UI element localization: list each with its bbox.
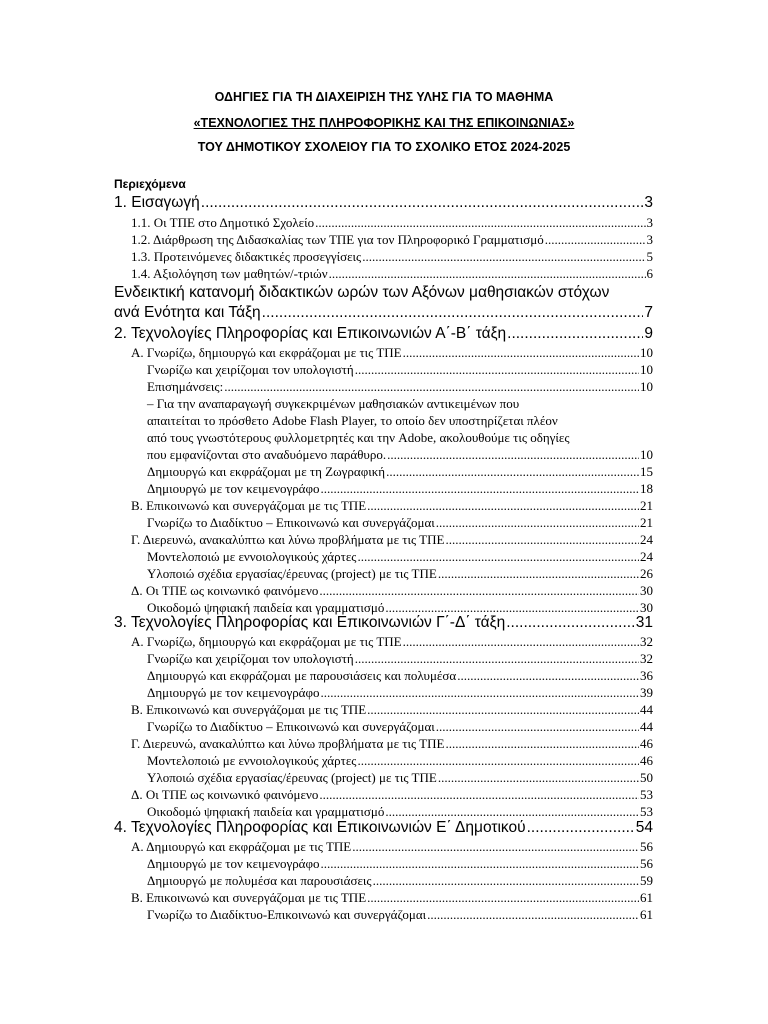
- toc-leader-dots: [224, 378, 639, 396]
- toc-entry-page: 10: [640, 447, 653, 462]
- toc-entry-text: Δ. Οι ΤΠΕ ως κοινωνικό φαινόμενο: [131, 583, 319, 598]
- toc-entry[interactable]: [131, 582, 653, 600]
- toc-entry-page: 24: [640, 549, 653, 564]
- doc-title-line-2: «ΤΕΧΝΟΛΟΓΙΕΣ ΤΗΣ ΠΛΗΡΟΦΟΡΙΚΗΣ ΚΑΙ ΤΗΣ ΕΠΙΚΟΙΝΩΝΙΑΣ»: [193, 116, 575, 130]
- toc-entry-text[interactable]: – Για την αναπαραγωγή συγκεκριμένων μαθησιακών αντικειμένων που: [147, 396, 520, 411]
- toc-entry-page: 3: [646, 232, 653, 247]
- toc-entry-text: Γνωρίζω το Διαδίκτυο – Επικοινωνώ και συνεργάζομαι: [147, 719, 435, 734]
- toc-entry-page: 53: [640, 787, 653, 802]
- toc-entry-page: 61: [640, 907, 653, 922]
- toc-entry[interactable]: [147, 769, 653, 787]
- toc-entry[interactable]: [147, 684, 653, 702]
- toc-entry[interactable]: [147, 667, 653, 685]
- toc-entry-page: 39: [640, 685, 653, 700]
- toc-leader-dots: [321, 684, 640, 702]
- toc-entry[interactable]: [131, 231, 653, 249]
- toc-leader-dots: [367, 701, 639, 719]
- toc-entry[interactable]: [114, 303, 653, 323]
- toc-leader-dots: [319, 582, 639, 600]
- toc-entry[interactable]: [114, 613, 653, 633]
- toc-entry-page: 10: [640, 362, 653, 377]
- toc-entry-text[interactable]: απαιτείται το πρόσθετο Adobe Flash Player, το οποίο δεν υποστηρίζεται πλέον: [147, 413, 558, 428]
- toc-entry-text[interactable]: Ενδεικτική κατανομή διδακτικών ωρών των Αξόνων μαθησιακών στόχων: [114, 284, 610, 301]
- toc-leader-dots: [427, 906, 639, 924]
- toc-entry-text: Γ. Διερευνώ, ανακαλύπτω και λύνω προβλήματα με τις ΤΠΕ: [131, 532, 445, 547]
- toc-leader-dots: [355, 650, 639, 668]
- toc-leader-dots: [527, 818, 635, 838]
- toc-entry-text: 1. Εισαγωγή: [114, 194, 200, 211]
- toc-entry-text: Γνωρίζω το Διαδίκτυο – Επικοινωνώ και συνεργάζομαι: [147, 515, 435, 530]
- toc-entry[interactable]: [147, 650, 653, 668]
- toc-entry-page: 3: [644, 194, 653, 211]
- toc-entry-page: 10: [640, 379, 653, 394]
- toc-entry[interactable]: [131, 633, 653, 651]
- toc-leader-dots: [321, 480, 640, 498]
- toc-entry-text: Γνωρίζω και χειρίζομαι τον υπολογιστή: [147, 362, 354, 377]
- toc-entry-text: Β. Επικοινωνώ και συνεργάζομαι με τις ΤΠΕ: [131, 702, 367, 717]
- toc-entry-page: 6: [646, 266, 653, 281]
- toc-leader-dots: [445, 735, 639, 753]
- toc-entry-page: 5: [646, 249, 653, 264]
- toc-entry-text: Οικοδομώ ψηφιακή παιδεία και γραμματισμό: [147, 600, 385, 615]
- toc-entry[interactable]: [147, 463, 653, 481]
- toc-entry-text: 1.2. Διάρθρωση της Διδασκαλίας των ΤΠΕ για τον Πληροφορικό Γραμματισμό: [131, 232, 544, 247]
- toc-entry[interactable]: [147, 855, 653, 873]
- toc-entry-page: 7: [644, 304, 653, 321]
- toc-leader-dots: [436, 514, 639, 532]
- toc-entry-page: 32: [640, 651, 653, 666]
- toc-entry-text: 1.4. Αξιολόγηση των μαθητών/-τριών: [131, 266, 328, 281]
- toc-entry-text: Α. Γνωρίζω, δημιουργώ και εκφράζομαι με τις ΤΠΕ: [131, 345, 402, 360]
- toc-leader-dots: [403, 633, 639, 651]
- toc-entry[interactable]: [147, 565, 653, 583]
- toc-entry-page: 53: [640, 804, 653, 819]
- toc-entry-text: Δημιουργώ με πολυμέσα και παρουσιάσεις: [147, 873, 372, 888]
- toc-entry-text: 3. Τεχνολογίες Πληροφορίας και Επικοινωνιών Γ΄-Δ΄ τάξη: [114, 614, 506, 631]
- toc-entry-text: Δημιουργώ με τον κειμενογράφο: [147, 685, 320, 700]
- toc-entry[interactable]: [114, 193, 653, 213]
- toc-entry-page: 30: [640, 600, 653, 615]
- toc-leader-dots: [436, 718, 639, 736]
- toc-entry-page: 36: [640, 668, 653, 683]
- toc-entry[interactable]: [147, 361, 653, 379]
- toc-entry[interactable]: [131, 701, 653, 719]
- toc-entry-page: 10: [640, 345, 653, 360]
- toc-leader-dots: [387, 446, 639, 464]
- toc-leader-dots: [262, 303, 644, 323]
- toc-entry-text: Υλοποιώ σχέδια εργασίας/έρευνας (project) με τις ΤΠΕ: [147, 770, 437, 785]
- toc-entry-page: 46: [640, 736, 653, 751]
- toc-entry[interactable]: [131, 265, 653, 283]
- toc-entry-text: Β. Επικοινωνώ και συνεργάζομαι με τις ΤΠΕ: [131, 498, 367, 513]
- toc-entry-page: 15: [640, 464, 653, 479]
- toc-entry-text: Δημιουργώ με τον κειμενογράφο: [147, 481, 320, 496]
- toc-entry-text: Δ. Οι ΤΠΕ ως κοινωνικό φαινόμενο: [131, 787, 319, 802]
- toc-entry[interactable]: [147, 906, 653, 924]
- toc-entry[interactable]: [131, 497, 653, 515]
- toc-entry[interactable]: [147, 752, 653, 770]
- toc-leader-dots: [329, 265, 646, 283]
- toc-entry-page: 3: [646, 215, 653, 230]
- toc-entry-page: 44: [640, 719, 653, 734]
- toc-entry[interactable]: [147, 378, 653, 396]
- toc-entry-text: 4. Τεχνολογίες Πληροφορίας και Επικοινωνιών Ε΄ Δημοτικού: [114, 819, 526, 836]
- toc-entry[interactable]: [131, 786, 653, 804]
- toc-entry-page: 9: [644, 325, 653, 342]
- toc-entry-page: 24: [640, 532, 653, 547]
- toc-entry-text: Β. Επικοινωνώ και συνεργάζομαι με τις ΤΠΕ: [131, 890, 367, 905]
- toc-leader-dots: [457, 667, 639, 685]
- toc-entry-page: 32: [640, 634, 653, 649]
- toc-entry[interactable]: [147, 514, 653, 532]
- toc-leader-dots: [438, 565, 639, 583]
- toc-leader-dots: [357, 548, 639, 566]
- toc-leader-dots: [357, 752, 639, 770]
- toc-entry-page: 50: [640, 770, 653, 785]
- toc-leader-dots: [386, 463, 639, 481]
- toc-entry-text: Υλοποιώ σχέδια εργασίας/έρευνας (project) με τις ΤΠΕ: [147, 566, 437, 581]
- toc-leader-dots: [545, 231, 646, 249]
- toc-entry-text: Α. Γνωρίζω, δημιουργώ και εκφράζομαι με τις ΤΠΕ: [131, 634, 402, 649]
- toc-entry-page: 61: [640, 890, 653, 905]
- toc-leader-dots: [373, 872, 639, 890]
- toc-entry-page: 46: [640, 753, 653, 768]
- toc-entry-page: 31: [635, 614, 653, 631]
- toc-leader-dots: [352, 838, 639, 856]
- toc-entry[interactable]: [114, 818, 653, 838]
- toc-leader-dots: [367, 889, 639, 907]
- toc-entry-text: Μοντελοποιώ με εννοιολογικούς χάρτες: [147, 753, 357, 768]
- toc-leader-dots: [507, 324, 643, 344]
- doc-title-line-3: ΤΟΥ ΔΗΜΟΤΙΚΟΥ ΣΧΟΛΕΙΟΥ ΓΙΑ ΤΟ ΣΧΟΛΙΚΟ ΕΤΟΣ 2024-2025: [197, 140, 571, 154]
- toc-entry-page: 59: [640, 873, 653, 888]
- toc-entry[interactable]: [147, 446, 653, 464]
- toc-leader-dots: [201, 193, 644, 213]
- toc-entry-page: 44: [640, 702, 653, 717]
- toc-leader-dots: [445, 531, 639, 549]
- toc-entry-text: που εμφανίζονται στο αναδυόμενο παράθυρο.: [147, 447, 387, 462]
- toc-entry-text: 1.3. Προτεινόμενες διδακτικές προσεγγίσεις: [131, 249, 362, 264]
- toc-entry-text: Δημιουργώ με τον κειμενογράφο: [147, 856, 320, 871]
- toc-entry[interactable]: [131, 735, 653, 753]
- toc-entry-text: 2. Τεχνολογίες Πληροφορίας και Επικοινωνιών Α΄-Β΄ τάξη: [114, 325, 507, 342]
- toc-entry[interactable]: [147, 872, 653, 890]
- toc-entry-text: Γ. Διερευνώ, ανακαλύπτω και λύνω προβλήματα με τις ΤΠΕ: [131, 736, 445, 751]
- toc-entry-page: 54: [635, 819, 653, 836]
- toc-entry[interactable]: [131, 838, 653, 856]
- toc-leader-dots: [362, 248, 645, 266]
- doc-title-line-1: ΟΔΗΓΙΕΣ ΓΙΑ ΤΗ ΔΙΑΧΕΙΡΙΣΗ ΤΗΣ ΥΛΗΣ ΓΙΑ ΤΟ ΜΑΘΗΜΑ: [214, 90, 554, 104]
- toc-heading: Περιεχόμενα: [114, 177, 186, 191]
- toc-entry-text: Μοντελοποιώ με εννοιολογικούς χάρτες: [147, 549, 357, 564]
- toc-entry[interactable]: [114, 324, 653, 344]
- toc-entry[interactable]: [131, 531, 653, 549]
- toc-entry[interactable]: [131, 344, 653, 362]
- toc-entry[interactable]: [131, 248, 653, 266]
- toc-leader-dots: [315, 214, 645, 232]
- toc-entry-page: 26: [640, 566, 653, 581]
- toc-leader-dots: [506, 613, 635, 633]
- toc-leader-dots: [438, 769, 639, 787]
- toc-entry[interactable]: [147, 548, 653, 566]
- toc-leader-dots: [355, 361, 639, 379]
- toc-entry-page: 30: [640, 583, 653, 598]
- toc-leader-dots: [321, 855, 640, 873]
- toc-leader-dots: [367, 497, 639, 515]
- toc-entry-text[interactable]: από τους γνωστότερους φυλλομετρητές και την Adobe, ακολουθούμε τις οδηγίες: [147, 430, 570, 445]
- toc-entry-page: 56: [640, 856, 653, 871]
- toc-entry-text: Γνωρίζω το Διαδίκτυο-Επικοινωνώ και συνεργάζομαι: [147, 907, 427, 922]
- toc-entry-text: Οικοδομώ ψηφιακή παιδεία και γραμματισμό: [147, 804, 385, 819]
- toc-entry-text: 1.1. Οι ΤΠΕ στο Δημοτικό Σχολείο: [131, 215, 315, 230]
- toc-entry-text: Δημιουργώ και εκφράζομαι με τη Ζωγραφική: [147, 464, 386, 479]
- toc-entry[interactable]: [131, 214, 653, 232]
- toc-leader-dots: [319, 786, 639, 804]
- toc-entry[interactable]: [131, 889, 653, 907]
- toc-entry-page: 21: [640, 498, 653, 513]
- toc-entry-text: Επισημάνσεις:: [147, 379, 224, 394]
- toc-entry[interactable]: [147, 718, 653, 736]
- toc-entry-text: ανά Ενότητα και Τάξη: [114, 304, 261, 321]
- toc-entry[interactable]: [147, 480, 653, 498]
- toc-entry-page: 18: [640, 481, 653, 496]
- toc-entry-page: 21: [640, 515, 653, 530]
- toc-entry-text: Δημιουργώ και εκφράζομαι με παρουσιάσεις και πολυμέσα: [147, 668, 457, 683]
- toc-entry-text: Γνωρίζω και χειρίζομαι τον υπολογιστή: [147, 651, 354, 666]
- toc-leader-dots: [403, 344, 639, 362]
- toc-entry-text: Α. Δημιουργώ και εκφράζομαι με τις ΤΠΕ: [131, 839, 352, 854]
- toc-entry-page: 56: [640, 839, 653, 854]
